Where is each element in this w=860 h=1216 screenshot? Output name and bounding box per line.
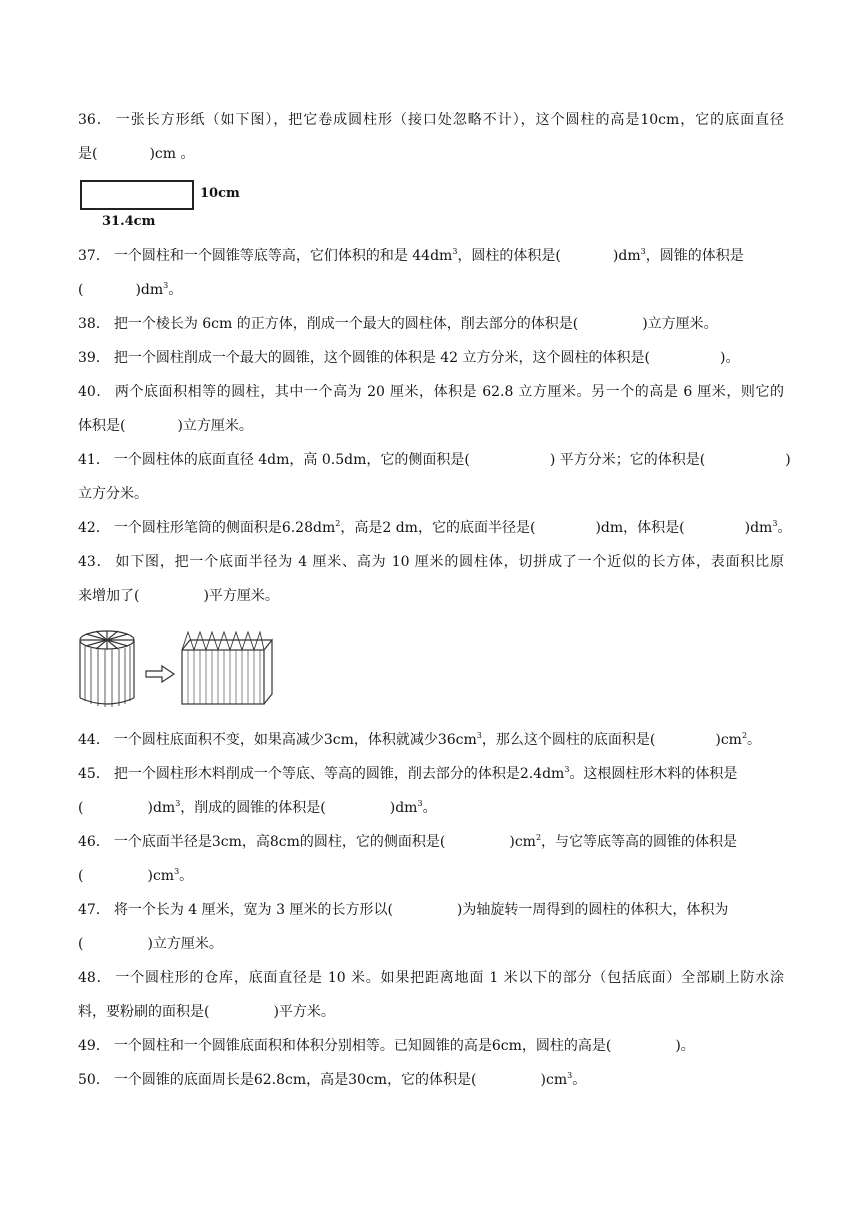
figure-height-label: 10cm	[200, 186, 240, 201]
cuboid-shape	[182, 632, 272, 704]
cylinder-shape	[80, 631, 134, 707]
question-45: 45． 把一个圆柱形木料削成一个等底、等高的圆锥，削去部分的体积是$2.4dm^3$。这根圆柱形木料的体积是 ( )$dm^3$，削成的圆锥的体积是( )$dm^3$。	[78, 765, 738, 816]
figure-width-label: 31.4cm	[102, 214, 156, 229]
cylinder-to-cuboid-figure	[78, 628, 278, 710]
question-42: 42． 一个圆柱形笔筒的侧面积是$6.28dm^2$，高是2 dm，它的底面半径是( )dm，体积是( )$dm^3$。	[78, 519, 792, 536]
question-40: 40． 两个底面积相等的圆柱，其中一个高为 20 厘米，体积是 62.8 立方厘米。另一个的高是 6 厘米，则它的 体积是( )立方厘米。	[78, 384, 784, 434]
question-47: 47． 将一个长为 4 厘米，宽为 3 厘米的长方形以( )为轴旋转一周得到的圆柱的体积大，体积为 ( )立方厘米。	[78, 902, 729, 952]
rectangle-paper-figure	[78, 178, 248, 234]
question-44: 44． 一个圆柱底面积不变，如果高减少3cm，体积就减少$36cm^3$，那么这个圆柱的底面积是( )$cm^2$。	[78, 731, 762, 748]
question-36: 36． 一张长方形纸（如下图），把它卷成圆柱形（接口处忽略不计），这个圆柱的高是10cm，它的底面直径 是( )cm 。	[78, 112, 784, 162]
question-46: 46． 一个底面半径是3cm，高8cm的圆柱，它的侧面积是( )$cm^2$，与它等底等高的圆锥的体积是 ( )$cm^3$。	[78, 833, 738, 884]
question-37: 37． 一个圆柱和一个圆锥等底等高，它们体积的和是 $44dm^3$，圆柱的体积是( )$dm^3$，圆锥的体积是 ( )$dm^3$。	[78, 247, 744, 298]
question-48: 48． 一个圆柱形的仓库，底面直径是 10 米。如果把距离地面 1 米以下的部分（包括底面）全部刷上防水涂 料，要粉刷的面积是( )平方米。	[78, 970, 784, 1020]
question-41: 41． 一个圆柱体的底面直径 4dm，高 0.5dm，它的侧面积是( ) 平方分米；它的体积是( ) 立方分米。	[78, 452, 791, 502]
question-50: 50． 一个圆锥的底面周长是62.8cm，高是30cm，它的体积是( )$cm^3$。	[78, 1071, 587, 1088]
arrow-icon	[146, 666, 174, 682]
question-43: 43． 如下图，把一个底面半径为 4 厘米、高为 10 厘米的圆柱体，切拼成了一个近似的长方体，表面积比原 来增加了( )平方厘米。	[78, 554, 784, 604]
question-39: 39． 把一个圆柱削成一个最大的圆锥，这个圆锥的体积是 42 立方分米，这个圆柱的体积是( )。	[78, 350, 740, 366]
question-49: 49． 一个圆柱和一个圆锥底面积和体积分别相等。已知圆锥的高是6cm，圆柱的高是( )。	[78, 1038, 695, 1054]
question-38: 38． 把一个棱长为 6cm 的正方体，削成一个最大的圆柱体，削去部分的体积是( )立方厘米。	[78, 316, 718, 332]
rectangle-shape	[80, 180, 194, 210]
